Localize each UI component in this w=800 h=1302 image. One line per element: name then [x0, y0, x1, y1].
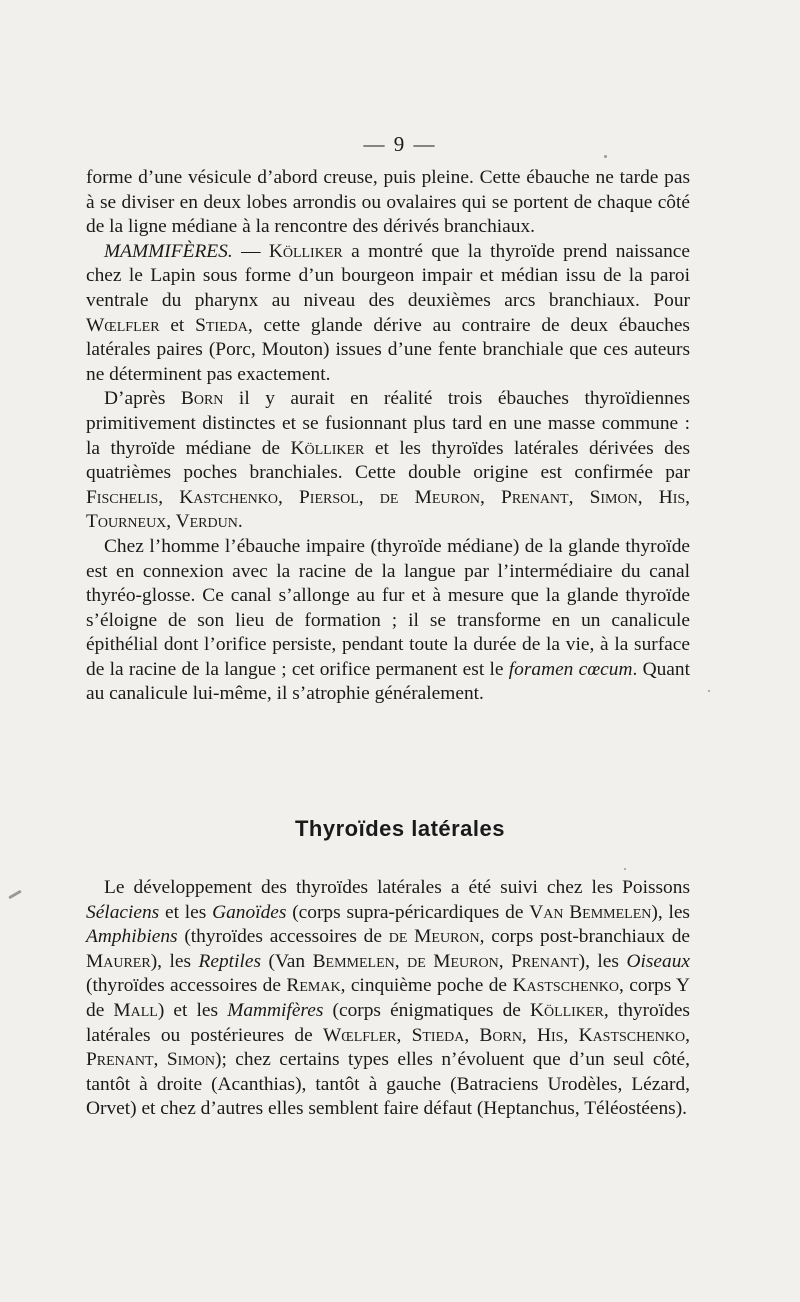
paragraph-homme: [86, 535, 690, 707]
text-run: .: [237, 511, 243, 533]
paragraph-mammiferes: [86, 240, 690, 388]
author-name: Van Bemmelen: [529, 901, 652, 923]
speck: [624, 868, 626, 870]
body-text-lower: [86, 876, 690, 1122]
author-name: Stieda: [195, 314, 248, 336]
text-run: , thyroïdes latérales ou postérieures de: [86, 999, 690, 1046]
text-run: ), les: [578, 950, 627, 972]
text-run: . Quant au canalicule lui-même, il s’atrophie généralement.: [86, 658, 690, 705]
text-run: et les: [159, 901, 213, 923]
author-name: Remak: [286, 975, 341, 997]
text-run: et les thyroïdes latérales dérivées des quatrièmes poches branchiales. Cette double origine est confirmée par: [86, 437, 690, 484]
text-run: , corps post-branchiaux de: [479, 926, 690, 948]
author-name: Mall: [113, 999, 158, 1021]
text-run: , cinquième poche de: [340, 975, 513, 997]
author-list: Fischelis, Kastchenko, Piersol, de Meuron, Prenant, Simon, His, Tourneux, Verdun: [86, 486, 690, 533]
author-name: Born: [180, 388, 224, 410]
body-text-upper: [86, 166, 690, 707]
text-run: ), les: [150, 950, 199, 972]
section-lead-mammiferes: MAMMIFÈRES.: [104, 240, 233, 262]
text-run: (corps supra-péricardiques de: [286, 901, 530, 923]
text-run: ,: [498, 950, 512, 972]
author-name: Wœlfler: [86, 314, 160, 336]
author-name: Kölliker: [268, 240, 343, 262]
author-name: Kölliker: [290, 437, 365, 459]
paragraph-continuation: forme d’une vésicule d’abord creuse, puis pleine. Cette ébauche ne tarde pas à se diviser en deux lobes arrondis ou ovalaires qui se portent de chaque côté de la ligne médiane à la rencontre des dérivés branchiaux.: [86, 167, 690, 238]
taxon-name: Reptiles: [198, 950, 261, 972]
author-name: Bemmelen: [312, 950, 395, 972]
author-name: de Meuron: [407, 950, 499, 972]
text-run: , corps Y de: [86, 975, 691, 1021]
taxon-name: Amphibiens: [86, 926, 178, 948]
speck: [708, 690, 710, 692]
text-run: D’après: [104, 388, 181, 410]
author-name: Prenant: [511, 950, 579, 972]
author-name: Kölliker: [529, 999, 604, 1021]
taxon-name: Oiseaux: [626, 950, 690, 972]
text-run: (Van: [261, 950, 313, 972]
taxon-name: Ganoïdes: [212, 901, 287, 923]
author-list: Wœlfler, Stieda, Born, His, Kastschenko, Prenant, Simon: [86, 1024, 690, 1071]
paragraph-thyroides-laterales: [86, 876, 690, 1122]
text-run: ) et les: [157, 999, 228, 1021]
term-foramen-coecum: foramen cœcum: [508, 658, 633, 680]
author-name: de Meuron: [388, 926, 480, 948]
text-run: il y aurait en réalité trois ébauches thyroïdiennes primitivement distinctes et se fusionnant plus tard en une masse commune : la thyroïde médiane de: [86, 388, 690, 459]
speck: [604, 155, 607, 158]
taxon-name: Mammifères: [227, 999, 324, 1021]
author-name: Maurer: [86, 950, 151, 972]
paragraph-born: [86, 387, 690, 535]
text-run: (corps énigmatiques de: [323, 999, 530, 1021]
text-run: , cette glande dérive au contraire de deux ébauches latérales paires (Porc, Mouton) issues d’une fente branchiale que ces auteurs ne déterminent pas exactement.: [86, 314, 690, 385]
text-run: ,: [394, 950, 408, 972]
text-run: —: [232, 240, 269, 262]
speck: [8, 890, 22, 900]
page-number: — 9 —: [363, 132, 437, 156]
section-heading: Thyroïdes latérales: [294, 816, 506, 841]
taxon-name: Sélaciens: [86, 901, 160, 923]
text-run: (thyroïdes accessoires de: [86, 975, 287, 997]
text-run: Chez l’homme l’ébauche impaire (thyroïde médiane) de la glande thyroïde est en connexion avec la racine de la langue par l’intermédiaire du canal thyréo-glosse. Ce canal s’allonge au fur et à mesure que la glande thyroïde s’éloigne de son lieu de formation ; il se transforme en un canalicule épithélial dont l’orifice persiste, pendant toute la durée de la vie, à la surface de la racine de la langue ; cet orifice permanent est le: [86, 535, 690, 680]
text-run: ); chez certains types elles n’évoluent que d’un seul côté, tantôt à droite (Acanthias), tantôt à gauche (Batraciens Urodèles, Lézard, Orvet) et chez d’autres elles semblent faire défaut (Heptanchus, Téléostéens).: [86, 1049, 690, 1120]
author-name: Kastschenko: [512, 975, 620, 997]
text-run: et: [159, 314, 196, 336]
text-run: Le développement des thyroïdes latérales a été suivi chez les Poissons: [104, 877, 690, 898]
text-run: ), les: [651, 901, 690, 923]
text-run: a montré que la thyroïde prend naissance chez le Lapin sous forme d’un bourgeon impair et médian issu de la paroi ventrale du pharynx au niveau des deuxièmes arcs branchiaux. Pour: [86, 240, 690, 311]
text-run: (thyroïdes accessoires de: [177, 926, 389, 948]
